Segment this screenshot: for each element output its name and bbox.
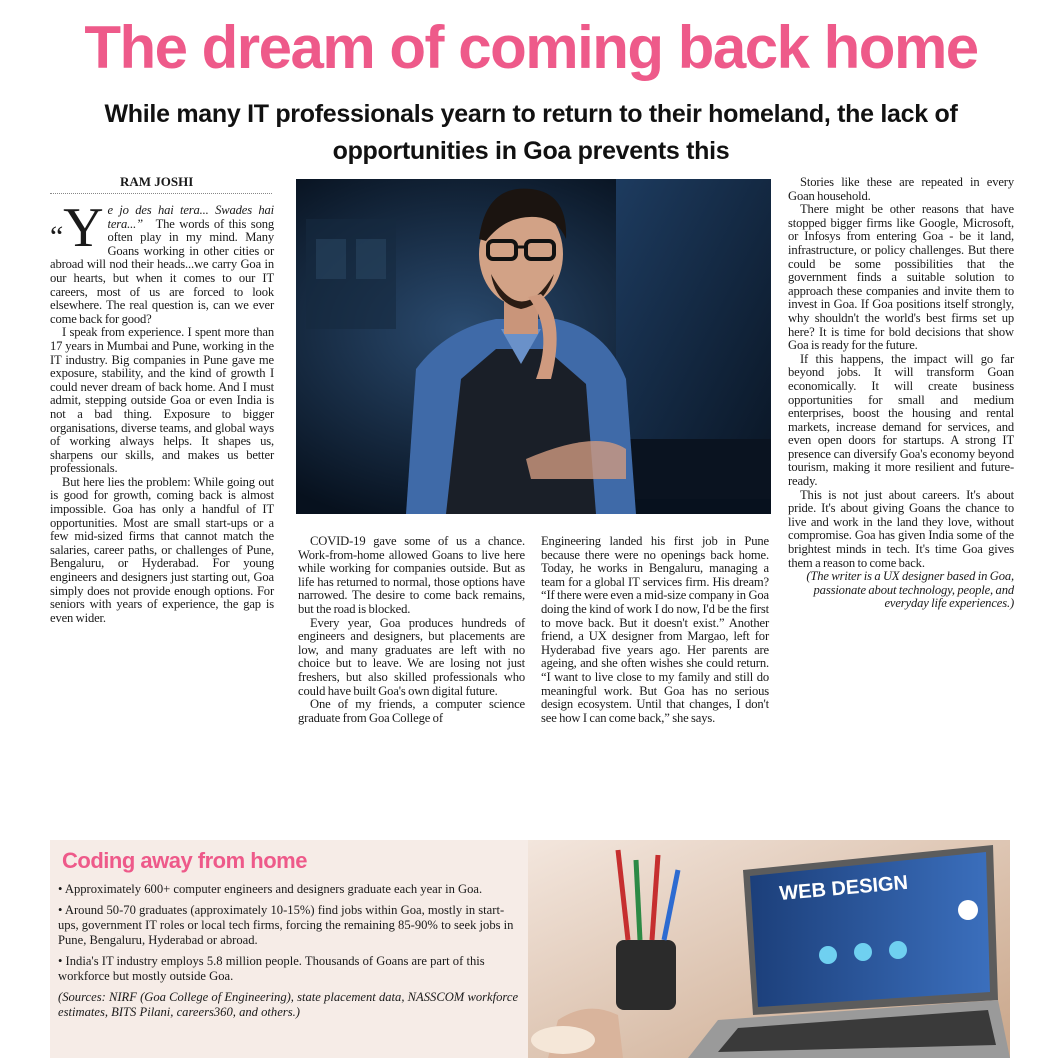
laptop-photo [528, 840, 1010, 1058]
drop-cap [50, 197, 104, 259]
info-bullet: • India's IT industry employs 5.8 million people. Thousands of Goans are part of this workforce but mostly outside Goa. [58, 954, 485, 983]
info-sources: (Sources: NIRF (Goa College of Engineering), state placement data, NASSCOM workforce estimates, BITS Pilani, careers360, and others.) [58, 990, 519, 1019]
man-at-computer-illustration [296, 179, 771, 514]
play-icon [958, 900, 978, 920]
paragraph: Every year, Goa produces hundreds of engineers and designers, but placements are low, and many graduates are left with no choice but to leave. We are losing not just freshers, but also skilled professionals who could have built Goa's own digital future. [298, 615, 525, 698]
paragraph: I speak from experience. I spent more than 17 years in Mumbai and Pune, working in the IT industry. Big companies in Pune gave me exposure, stability, and the kind of growth I could never dream of back home. And I must admit, stepping outside Goa or even India is not a bad thing. Exposure to bigger organisations, diverse teams, and global ways of working always helps. It shapes us, sharpens our skills, and makes us better professionals. [50, 325, 274, 476]
article-column-3 [541, 535, 769, 725]
paragraph: If this happens, the impact will go far beyond jobs. It will transform Goan economically. It will create business opportunities for small and medium enterprises, boost the housing and rental markets, increase demand for services, and even open doors for startups. A strong IT presence can diversify Goa's economy beyond tourism, making it more resilient and future-ready. [788, 351, 1014, 489]
paragraph: One of my friends, a computer science graduate from Goa College of [298, 697, 525, 725]
info-box-title: Coding away from home [62, 848, 307, 873]
byline: RAM JOSHI [50, 174, 272, 194]
drop-cap-letter: Y [63, 197, 104, 259]
headline: The dream of coming back home [84, 14, 978, 81]
info-box-list [58, 882, 520, 1026]
author-note: (The writer is a UX designer based in Goa, passionate about technology, people, and everyday life experiences.) [806, 569, 1014, 611]
paragraph: COVID-19 gave some of us a chance. Work-from-home allowed Goans to live here while working for companies outside. But as life has returned to normal, those options have narrowed. The desire to come back remains, but the road is blocked. [298, 534, 525, 616]
article-column-4 [788, 176, 1014, 611]
info-bullet: • Approximately 600+ computer engineers and designers graduate each year in Goa. [58, 882, 483, 896]
coffee-cup-icon [531, 1026, 595, 1054]
article-column-2 [298, 535, 525, 725]
intro-text: The words of this song often play in my mind. Many Goans working in other cities or abroad will nod their heads...we carry Goa in our hearts, but when it comes to our IT careers, most of us are forced to look elsewhere. The real question is, can we ever come back for good? [50, 216, 275, 326]
paragraph: This is not just about careers. It's about pride. It's about giving Goans the chance to live and work in the land they love, without compromise. Goa has given India some of the brightest minds in tech. It's time Goa gives them a reason to come back. [788, 487, 1014, 570]
article-photo [296, 179, 771, 514]
paragraph: Engineering landed his first job in Pune because there were no openings back home. Today, he works in Bengaluru, managing a team for a global IT services firm. His dream? “If there were even a mid-size company in Goa doing the kind of work I do now, I'd be the first to move back. But it doesn't exist.” Another friend, a UX designer from Margao, left for Hyderabad five years ago. Her parents are ageing, and she often wishes she could return. “I want to live close to my family and still do meaningful work. But Goa has no serious design ecosystem. Until that changes, I don't see how I can come back,” she says. [541, 534, 769, 725]
info-bullet: • Around 50-70 graduates (approximately 10-15%) find jobs within Goa, mostly in start-ups, government IT roles or local tech firms, forcing the remaining 85-90% to seek jobs in Pune, Bengaluru, Hyderabad or abroad. [58, 903, 514, 947]
screen-title: WEB DESIGN [778, 871, 909, 905]
paragraph: But here lies the problem: While going out is good for growth, coming back is almost impossible. Goa has only a handful of IT opportunities. Most are small start-ups or a few mid-sized firms that cannot match the salaries, career paths, or challenges of Pune, Bengaluru, or Hyderabad. For young engineers and designers just starting out, Goa simply does not provide enough options. For seniors with years of experience, the gap is even wider. [50, 474, 274, 625]
song-lyric: e jo des hai tera... Swades hai tera...” [107, 203, 274, 231]
info-box [50, 840, 1010, 1058]
open-quote: “ [50, 220, 64, 253]
intro-paragraph [50, 197, 275, 326]
paragraph: Stories like these are repeated in every Goan household. [788, 175, 1014, 203]
article-column-1 [50, 197, 275, 625]
paragraph: There might be other reasons that have stopped bigger firms like Google, Microsoft, or Infosys from entering Goa - be it land, infrastructure, or policy challenges. But there could be some possibilities that the government finds a suitable solution to approach these companies and invite them to invest in Goa. If Goa positions itself strongly, why shouldn't the world's best firms set up here? It is time for bold decisions that show Goa is ready for the future. [788, 202, 1014, 353]
deck-subheadline: While many IT professionals yearn to return to their homeland, the lack of opportunities in Goa prevents this [104, 100, 958, 165]
